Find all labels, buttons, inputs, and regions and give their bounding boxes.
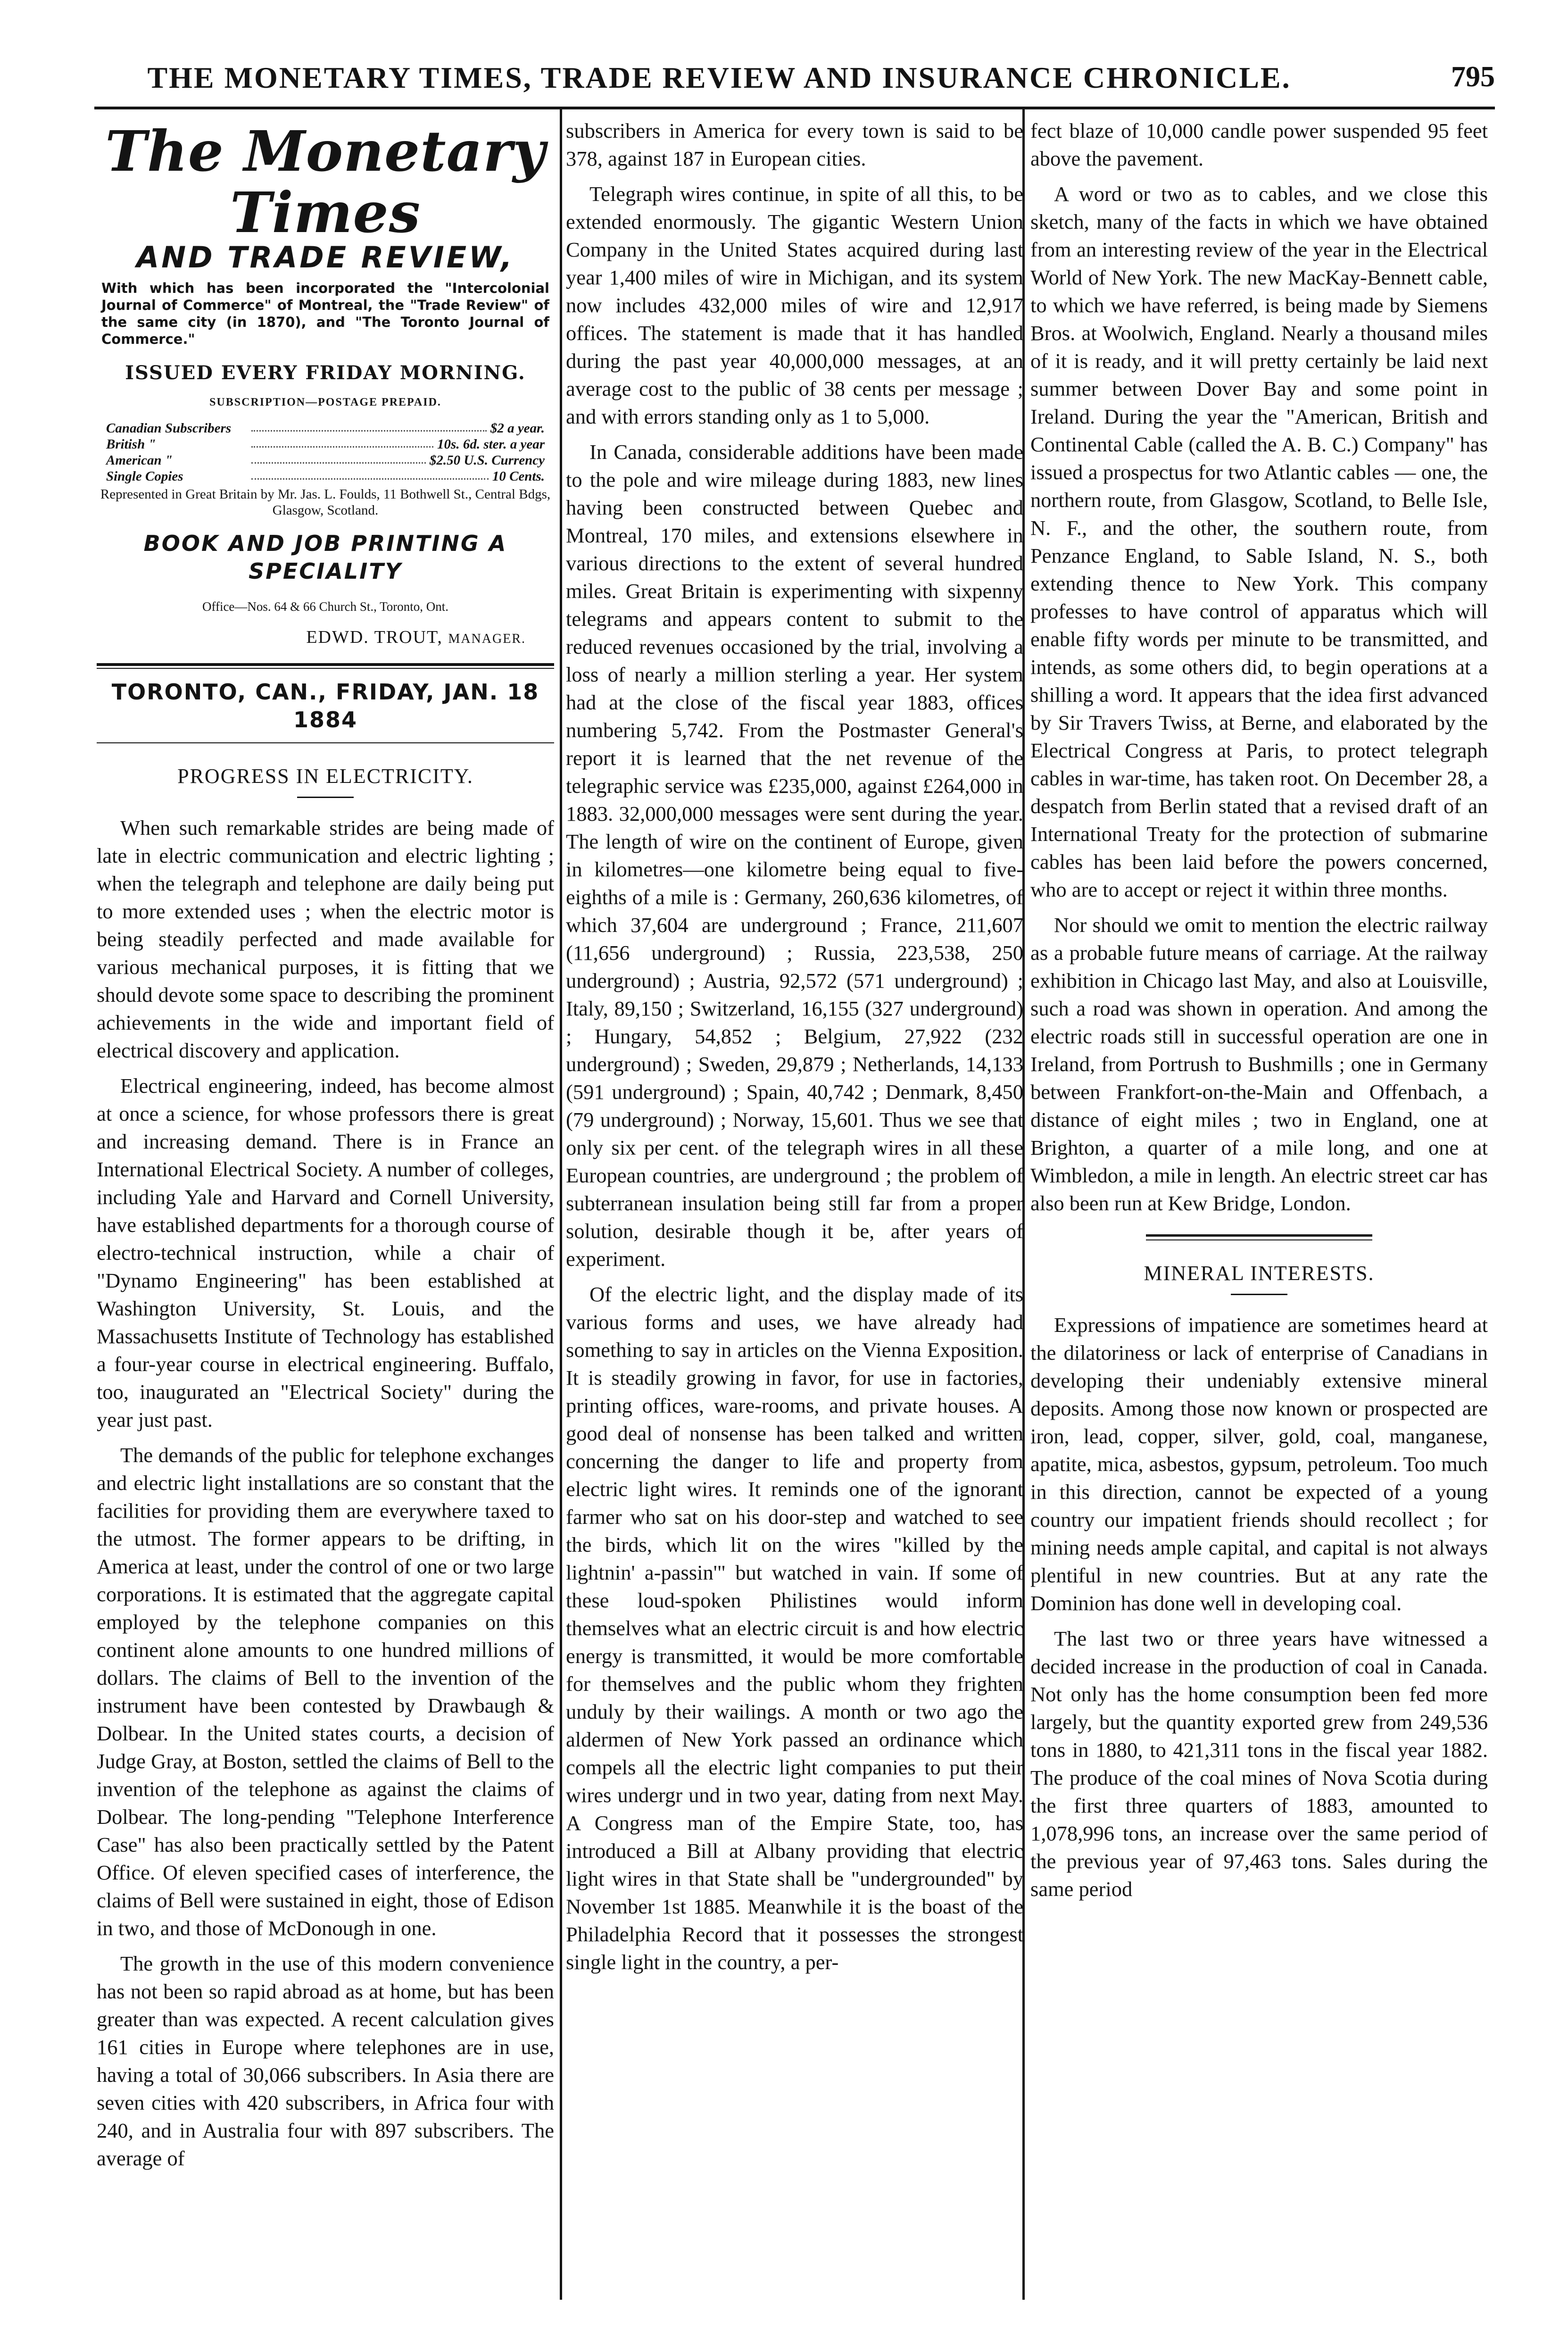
column-1 xyxy=(97,117,554,2172)
incorporation-note: With which has been incorporated the "Intercolonial Journal of Commerce" of Montreal, the "Trade Review" of the same city (in 1870), and "The Toronto Journal of Commerce." xyxy=(101,280,549,347)
rate-row xyxy=(106,452,545,468)
masthead xyxy=(97,118,554,743)
paragraph: The demands of the public for telephone exchanges and electric light installations are so constant that the facilities for providing them are everywhere taxed to the utmost. The former appears to be drifting, in America at least, under the control of one or two large corporations. It is estimated that the aggregate capital employed by the telephone companies on this continent alone amounts to one hundred millions of dollars. The claims of Bell to the invention of the instrument have been contested by Drawbaugh & Dolbear. In the United states courts, a decision of Judge Gray, at Boston, settled the claims of Bell to the invention of the telephone as against the claims of Dolbear. The long-pending "Telephone Interference Case" has also been practically settled by the Patent Office. Of eleven specified cases of interference, the claims of Bell were sustained in eight, those of Edison in two, and those of McDonough in one. xyxy=(97,1443,554,1940)
rate-row xyxy=(106,468,545,484)
subscription-heading: SUBSCRIPTION—POSTAGE PREPAID. xyxy=(209,396,441,408)
rate-row xyxy=(106,436,545,452)
masthead-title: The Monetary Times xyxy=(105,118,546,245)
publication-header-title: THE MONETARY TIMES, TRADE REVIEW AND INSURANCE CHRONICLE. xyxy=(147,61,1291,94)
subscription-rates xyxy=(106,420,545,484)
article-title: PROGRESS IN ELECTRICITY. xyxy=(177,765,473,788)
paragraph: When such remarkable strides are being made of late in electric communication and electric lighting ; when the telegraph and telephone are daily being put to more extended uses ; when the electric motor is being steadily perfected and made available for various mechanical purposes, it is fitting that we should devote some space to describing the prominent achievements in the wide and important field of electrical discovery and application. xyxy=(97,816,554,1062)
rate-label: Canadian Subscribers xyxy=(106,421,232,436)
dateline: TORONTO, CAN., FRIDAY, JAN. 18 1884 xyxy=(111,679,539,732)
paragraph: Of the electric light, and the display made of its various forms and uses, we have already had something to say in articles on the Vienna Exposition. It is steadily growing in favor, for use in factories, printing offices, ware-rooms, and private houses. A good deal of nonsense has been talked and written concerning the danger to life and property from electric light wires. It reminds one of the ignorant farmer who sat on his door-step and watched to see the birds, which lit on the wires "killed by the lightnin' a-passin'" but watched in vain. If some of these loud-spoken Philistines would inform themselves what an electric circuit is and how electric energy is transmitted, it would be more comfortable for themselves and the public whom they frighten unduly by their wailings. A month or two ago the aldermen of New York passed an ordinance which compels all the electric light companies to put their wires undergr und in two year, dating from next May. A Congress man of the Empire State, too, has introduced a Bill at Albany providing that electric light wires in that State shall be "undergrounded" by November 1st 1885. Meanwhile it is the boast of the Philadelphia Record that it possesses the strongest single light in the country, a per- xyxy=(566,1282,1023,1974)
representative-note: Represented in Great Britain by Mr. Jas. L. Foulds, 11 Bothwell St., Central Bdgs, Glasgow, Scotland. xyxy=(100,487,551,518)
masthead-rule-thin xyxy=(97,668,554,669)
rate-price: $2 a year. xyxy=(490,421,545,436)
article-title: MINERAL INTERESTS. xyxy=(1144,1262,1375,1285)
paragraph: fect blaze of 10,000 candle power suspended 95 feet above the pavement. xyxy=(1030,119,1488,170)
column-2 xyxy=(566,117,1023,1976)
issued-line: ISSUED EVERY FRIDAY MORNING. xyxy=(125,362,526,384)
paragraph: A word or two as to cables, and we close this sketch, many of the facts in which we have obtained from an interesting review of the year in the Electrical World of New York. The new MacKay-Bennett cable, to which we have referred, is being made by Siemens Bros. at Woolwich, England. Nearly a thousand miles of it is ready, and it will pretty certainly be laid next summer between Dover Bay and some point in Ireland. During the year the "American, British and Continental Cable (called the A. B. C.) Company" has issued a prospectus for two Atlantic cables — one, the northern route, from Glasgow, Scotland, to Belle Isle, N. F., and the other, the southern route, from Penzance England, to Sable Island, N. S., both extending thence to New York. This company professes to have control of apparatus which will enable fifty words per minute to be transmitted, and intends, as some others did, to begin operations at a shilling a word. It appears that the idea first advanced by Sir Travers Twiss, at Berne, and elaborated by the Electrical Congress at Paris, to protect telegraph cables in war-time, has taken root. On December 28, a despatch from Berlin stated that a revised draft of an International Treaty for the protection of submarine cables has been laid before the powers concerned, who are to accept or reject it within three months. xyxy=(1030,182,1488,901)
rate-label: American " xyxy=(106,453,173,468)
paragraph: The last two or three years have witnessed a decided increase in the production of coal in Canada. Not only has the home consumption been fed more largely, but the quantity exported grew from 249,536 tons in 1880, to 421,311 tons in the fiscal year 1882. The produce of the coal mines of Nova Scotia during the first three quarters of 1883, amounted to 1,078,996 tons, an increase over the same period of the previous year of 97,463 tons. Sales during the same period xyxy=(1030,1627,1488,1901)
section-separator xyxy=(1146,1234,1372,1240)
rate-price: $2.50 U.S. Currency xyxy=(429,453,545,468)
masthead-subtitle: AND TRADE REVIEW, xyxy=(136,240,514,274)
manager-line xyxy=(97,624,526,653)
rate-price: 10 Cents. xyxy=(492,469,545,484)
paragraph: Telegraph wires continue, in spite of all this, to be extended enormously. The gigantic Western Union Company in the United States acquired during last year 1,400 miles of wire in Michigan, and its system now includes 432,000 miles of wire and 12,917 offices. The statement is made that it has handled during the past year 40,000,000 messages, at an average cost to the public of 38 cents per message ; and with errors standing only as 1 to 5,000. xyxy=(566,182,1023,428)
paragraph: subscribers in America for every town is said to be 378, against 187 in European cities. xyxy=(566,119,1023,170)
column-divider-1 xyxy=(560,107,562,2300)
title-rule xyxy=(297,797,354,798)
manager-name: EDWD. TROUT, xyxy=(306,627,443,647)
dateline-rule xyxy=(97,742,554,743)
paragraph: The growth in the use of this modern convenience has not been so rapid abroad as at home, but has been greater than was expected. A recent calculation gives 161 cities in Europe where telephones are in use, having a total of 30,066 subscribers. In Asia there are seven cities with 420 subscribers, in Africa four with 240, and in Australia four with 897 subscribers. The average of xyxy=(97,1952,554,2170)
masthead-rule xyxy=(97,663,554,666)
rate-price: 10s. 6d. ster. a year xyxy=(437,437,545,452)
title-rule xyxy=(1231,1294,1287,1295)
running-header xyxy=(94,60,1495,100)
printing-specialty: BOOK AND JOB PRINTING A SPECIALITY xyxy=(143,531,507,584)
rate-label: Single Copies xyxy=(106,469,183,484)
manager-title: MANAGER. xyxy=(448,632,526,646)
header-rule xyxy=(94,107,1495,109)
rate-row xyxy=(106,420,545,436)
office-address: Office—Nos. 64 & 66 Church St., Toronto, Ont. xyxy=(202,599,449,614)
page-number: 795 xyxy=(1451,61,1495,93)
paragraph: Nor should we omit to mention the electric railway as a probable future means of carriage. At the railway exhibition in Chicago last May, and also at Louisville, such a road was shown in operation. And among the electric roads still in successful operation are one in Ireland, from Portrush to Bushmills ; one in Germany between Frankfort-on-the-Main and Offenbach, a distance of eight miles ; two in England, one at Brighton, a quarter of a mile long, and one at Wimbledon, a mile in length. An electric street car has also been run at Kew Bridge, London. xyxy=(1030,913,1488,1215)
column-3 xyxy=(1030,117,1488,1903)
paragraph: In Canada, considerable additions have been made to the pole and wire mileage during 1883, new lines having been constructed between Quebec and Montreal, 170 miles, and extensions elsewhere in various directions to the extent of several hundred miles. Great Britain is experimenting with sixpenny telegrams and appears content to submit to the reduced revenues occasioned by the trial, involving a loss of nearly a million sterling a year. Her system had at the close of the fiscal year 1883, offices numbering 5,742. From the Postmaster General's report it is learned that the net revenue of the telegraphic service was £235,000, against £264,000 in 1883. 32,000,000 messages were sent during the year. The length of wire on the continent of Europe, given in kilometres—one kilometre being equal to five-eighths of a mile is : Germany, 260,636 kilometres, of which 37,604 are underground ; France, 211,607 (11,656 underground) ; Russia, 223,538, 250 underground) ; Austria, 92,572 (571 underground) ; Italy, 89,150 ; Switzerland, 16,155 (327 underground) ; Hungary, 54,852 ; Belgium, 27,922 (232 underground) ; Sweden, 29,879 ; Netherlands, 14,133 (591 underground) ; Spain, 40,742 ; Denmark, 8,450 (79 underground) ; Norway, 15,601. Thus we see that only six per cent. of the telegraph wires in all these European countries, are underground ; the problem of subterranean insulation being still far from a proper solution, desirable though it be, after years of experiment. xyxy=(566,440,1023,1271)
paragraph: Electrical engineering, indeed, has become almost at once a science, for whose professors there is great and increasing demand. There is in France an International Electrical Society. A number of colleges, including Yale and Harvard and Cornell University, have established departments for a thorough course of electro-technical instruction, while a chair of "Dynamo Engineering" has been established at Washington University, St. Louis, and the Massachusetts Institute of Technology has established a four-year course in electrical engineering. Buffalo, too, inaugurated an "Electrical Society" during the year just past. xyxy=(97,1074,554,1431)
paragraph: Expressions of impatience are sometimes heard at the dilatoriness or lack of enterprise of Canadians in developing their undeniably extensive mineral deposits. Among those now known or prospected are iron, lead, copper, silver, gold, coal, manganese, apatite, mica, asbestos, gypsum, petroleum. Too much in this direction, cannot be expected of a young country our impatient friends should recollect ; for mining needs ample capital, and capital is not always plentiful in new countries. But at any rate the Dominion has done well in developing coal. xyxy=(1030,1313,1488,1615)
rate-label: British " xyxy=(106,437,156,452)
